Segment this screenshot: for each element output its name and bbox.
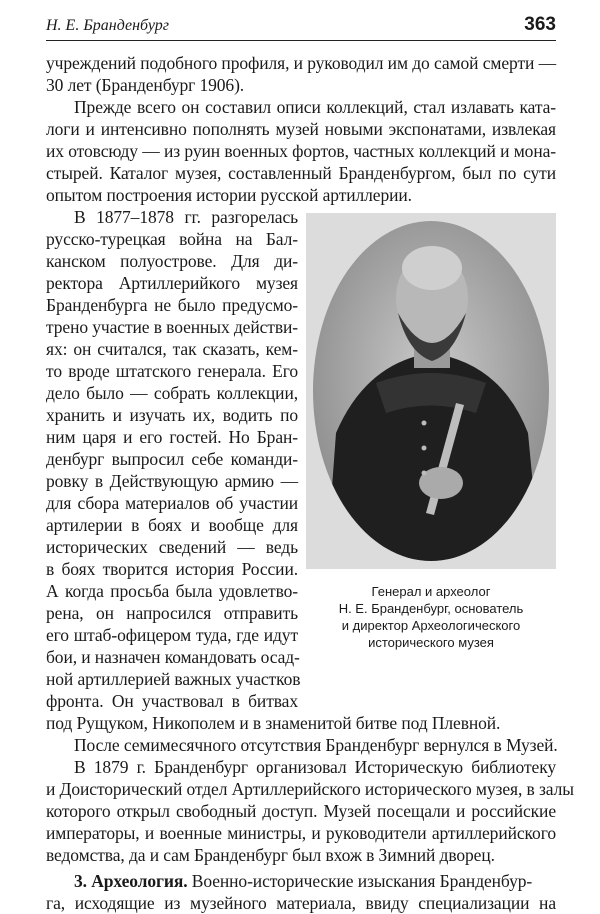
text-line: императоры, и военные министры, и руководители артиллерийского xyxy=(46,823,556,843)
caption-line: и директор Археологического xyxy=(341,618,521,633)
text-line: Прежде всего он составил описи коллекций, стал излавать ката- xyxy=(74,97,556,117)
photo-caption xyxy=(306,583,556,651)
text-line: логи и интенсивно пополнять музей новыми экспонатами, извлекая xyxy=(46,119,556,139)
text-line: ной артиллерией важных участков xyxy=(46,669,301,689)
text-line: учреждений подобного профиля, и руководил им до самой смерти — xyxy=(46,53,556,73)
caption-line: Генерал и археолог xyxy=(371,584,491,599)
text-line: га, исходящие из музейного материала, ввиду специализации на xyxy=(46,893,556,913)
text-line: исторических сведений — ведь xyxy=(46,537,298,557)
text-line: денбург выпросил себе команди- xyxy=(46,449,298,469)
text-line: ведомства, да и сам Бранденбург был вхож в Зимний дворец. xyxy=(46,845,495,865)
text-line: Бранденбурга не было предусмо- xyxy=(46,295,298,315)
section-heading: 3. Археология. xyxy=(74,871,188,891)
text-line: фронта. Он участвовал в битвах xyxy=(46,691,298,711)
text-line: 30 лет (Бранденбург 1906). xyxy=(46,75,245,95)
text-line: трено участие в военных действи- xyxy=(46,317,298,337)
text-line: бои, и назначен командовать осад- xyxy=(46,647,300,667)
running-head-author: Н. Е. Бранденбург xyxy=(46,17,169,34)
text-line: ях: он считался, так сказать, кем- xyxy=(46,339,298,359)
text-line: для сбора материалов об участии xyxy=(46,493,298,513)
text-line: дело было — собрать коллекции, xyxy=(46,383,298,403)
text-line: стырей. Каталог музея, составленный Бранденбургом, был по сути xyxy=(46,163,556,183)
text-fragment: Военно-исторические изыскания Бранденбур- xyxy=(187,871,533,891)
section-heading-line xyxy=(46,870,556,892)
text-line: ним царя и его гостей. Но Бран- xyxy=(46,427,298,447)
text-line: его штаб-офицером туда, где идут xyxy=(46,625,298,645)
text-line: канском полуострове. Для ди- xyxy=(46,251,298,271)
text-line: ровку в Действующую армию — xyxy=(46,471,298,491)
text-line: их отовсюду — из руин военных фортов, частных коллекций и мона- xyxy=(46,141,556,161)
text-line: ректора Артиллерийкого музея xyxy=(46,273,298,293)
caption-line: исторического музея xyxy=(368,635,494,650)
text-line: А когда просьба была удовлетво- xyxy=(46,581,298,601)
text-line: хранить и изучать их, водить по xyxy=(46,405,298,425)
portrait-illustration xyxy=(306,213,556,569)
text-line: то вроде штатского генерала. Его xyxy=(46,361,298,381)
text-line: в боях творится история России. xyxy=(46,559,298,579)
text-line: После семимесячного отсутствия Бранденбург вернулся в Музей. xyxy=(74,735,558,755)
text-line: В 1879 г. Бранденбург организовал Историческую библиотеку xyxy=(74,757,556,777)
portrait-photo xyxy=(306,213,556,569)
caption-line: Н. Е. Бранденбург, основатель xyxy=(338,601,524,616)
text-line: которого открыл свободный доступ. Музей посещали и российские xyxy=(46,801,556,821)
text-line: артилерии в боях и вообще для xyxy=(46,515,298,535)
page-number: 363 xyxy=(524,14,556,35)
text-line: В 1877–1878 гг. разгорелась xyxy=(74,207,298,227)
text-line: и Доисторический отдел Артиллерийского исторического музея, в залы xyxy=(46,779,574,799)
text-line: рена, он напросился отправить xyxy=(46,603,298,623)
text-line: под Рущуком, Никополем и в знаменитой битве под Плевной. xyxy=(46,713,501,733)
text-line: русско-турецкая война на Бал- xyxy=(46,229,298,249)
text-line: опытом построения истории русской артиллерии. xyxy=(46,185,412,205)
